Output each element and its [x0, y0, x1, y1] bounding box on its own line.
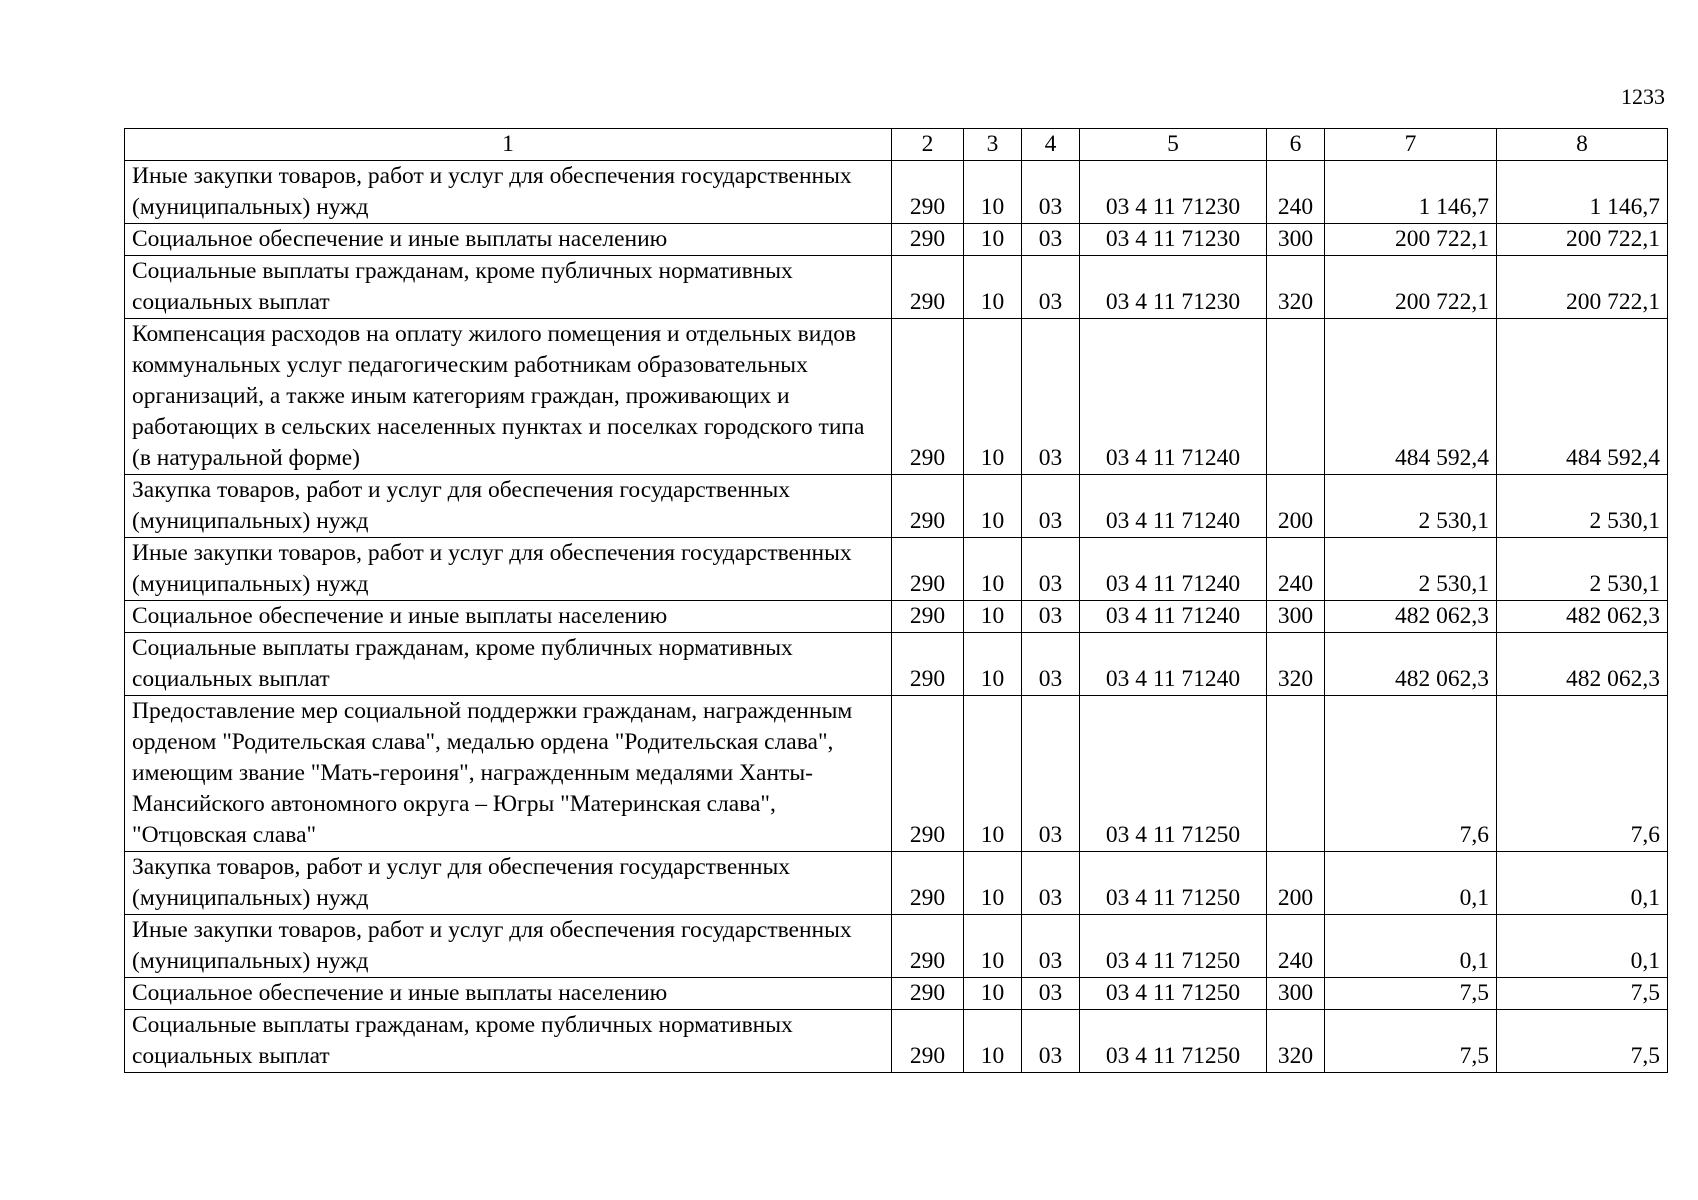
header-cell: 8 [1497, 129, 1668, 161]
row-subsection-code: 03 [1022, 915, 1080, 978]
table-row [125, 915, 1668, 978]
table-row [125, 538, 1668, 601]
row-amount-col7: 482 062,3 [1325, 601, 1497, 633]
row-target-article: 03 4 11 71250 [1080, 696, 1267, 852]
row-ministry-code: 290 [892, 224, 964, 256]
row-target-article: 03 4 11 71230 [1080, 256, 1267, 319]
header-row [125, 129, 1668, 161]
table-row [125, 601, 1668, 633]
table-row [125, 224, 1668, 256]
row-amount-col8: 484 592,4 [1497, 319, 1668, 475]
row-amount-col7: 0,1 [1325, 852, 1497, 915]
row-subsection-code: 03 [1022, 475, 1080, 538]
row-ministry-code: 290 [892, 915, 964, 978]
row-ministry-code: 290 [892, 319, 964, 475]
row-subsection-code: 03 [1022, 319, 1080, 475]
row-section-code: 10 [964, 161, 1022, 224]
row-ministry-code: 290 [892, 852, 964, 915]
row-ministry-code: 290 [892, 256, 964, 319]
row-target-article: 03 4 11 71230 [1080, 161, 1267, 224]
row-target-article: 03 4 11 71250 [1080, 978, 1267, 1010]
row-description: Социальные выплаты гражданам, кроме публичных нормативных социальных выплат [125, 633, 892, 696]
row-expense-type: 320 [1267, 633, 1325, 696]
table-row [125, 161, 1668, 224]
row-expense-type: 240 [1267, 915, 1325, 978]
row-subsection-code: 03 [1022, 633, 1080, 696]
row-section-code: 10 [964, 696, 1022, 852]
row-subsection-code: 03 [1022, 161, 1080, 224]
row-ministry-code: 290 [892, 161, 964, 224]
row-amount-col8: 482 062,3 [1497, 633, 1668, 696]
row-amount-col8: 0,1 [1497, 915, 1668, 978]
row-ministry-code: 290 [892, 696, 964, 852]
row-target-article: 03 4 11 71250 [1080, 915, 1267, 978]
row-target-article: 03 4 11 71250 [1080, 1010, 1267, 1073]
row-description: Иные закупки товаров, работ и услуг для обеспечения государственных (муниципальных) нужд [125, 538, 892, 601]
header-cell: 5 [1080, 129, 1267, 161]
row-expense-type: 200 [1267, 475, 1325, 538]
row-ministry-code: 290 [892, 1010, 964, 1073]
row-subsection-code: 03 [1022, 538, 1080, 601]
row-description: Предоставление мер социальной поддержки гражданам, награжденным орденом "Родительская слава", медалью ордена "Родительская слава", имеющим звание "Мать-героиня", награжденным медалями Ханты-Мансийского автономного округа – Югры "Материнская слава", "Отцовская слава" [125, 696, 892, 852]
row-amount-col8: 2 530,1 [1497, 538, 1668, 601]
row-section-code: 10 [964, 256, 1022, 319]
table-row [125, 319, 1668, 475]
row-ministry-code: 290 [892, 633, 964, 696]
row-expense-type: 300 [1267, 601, 1325, 633]
row-description: Социальное обеспечение и иные выплаты населению [125, 224, 892, 256]
row-amount-col7: 200 722,1 [1325, 256, 1497, 319]
row-amount-col8: 482 062,3 [1497, 601, 1668, 633]
row-section-code: 10 [964, 538, 1022, 601]
row-description: Иные закупки товаров, работ и услуг для обеспечения государственных (муниципальных) нужд [125, 161, 892, 224]
row-ministry-code: 290 [892, 538, 964, 601]
row-expense-type: 320 [1267, 256, 1325, 319]
row-expense-type: 200 [1267, 852, 1325, 915]
row-amount-col7: 7,5 [1325, 1010, 1497, 1073]
row-description: Компенсация расходов на оплату жилого помещения и отдельных видов коммунальных услуг педагогическим работникам образовательных организаций, а также иным категориям граждан, проживающих и работающих в сельских населенных пунктах и поселках городского типа (в натуральной форме) [125, 319, 892, 475]
row-section-code: 10 [964, 915, 1022, 978]
row-amount-col8: 200 722,1 [1497, 224, 1668, 256]
row-amount-col8: 200 722,1 [1497, 256, 1668, 319]
row-description: Социальные выплаты гражданам, кроме публичных нормативных социальных выплат [125, 256, 892, 319]
row-amount-col8: 0,1 [1497, 852, 1668, 915]
row-description: Социальное обеспечение и иные выплаты населению [125, 601, 892, 633]
row-subsection-code: 03 [1022, 256, 1080, 319]
page-number: 1233 [1621, 84, 1665, 109]
row-expense-type: 320 [1267, 1010, 1325, 1073]
row-ministry-code: 290 [892, 475, 964, 538]
row-amount-col8: 1 146,7 [1497, 161, 1668, 224]
row-target-article: 03 4 11 71250 [1080, 852, 1267, 915]
table-row [125, 696, 1668, 852]
budget-table [124, 128, 1668, 1073]
row-amount-col7: 1 146,7 [1325, 161, 1497, 224]
row-target-article: 03 4 11 71240 [1080, 538, 1267, 601]
row-description: Социальные выплаты гражданам, кроме публичных нормативных социальных выплат [125, 1010, 892, 1073]
row-section-code: 10 [964, 978, 1022, 1010]
row-expense-type: 240 [1267, 161, 1325, 224]
row-target-article: 03 4 11 71240 [1080, 601, 1267, 633]
row-subsection-code: 03 [1022, 224, 1080, 256]
row-section-code: 10 [964, 601, 1022, 633]
table-row [125, 475, 1668, 538]
row-target-article: 03 4 11 71240 [1080, 475, 1267, 538]
row-subsection-code: 03 [1022, 696, 1080, 852]
row-section-code: 10 [964, 319, 1022, 475]
row-subsection-code: 03 [1022, 852, 1080, 915]
row-amount-col7: 0,1 [1325, 915, 1497, 978]
header-cell: 1 [125, 129, 892, 161]
row-section-code: 10 [964, 475, 1022, 538]
row-subsection-code: 03 [1022, 601, 1080, 633]
row-amount-col7: 2 530,1 [1325, 538, 1497, 601]
row-expense-type: 300 [1267, 224, 1325, 256]
row-ministry-code: 290 [892, 601, 964, 633]
header-cell: 3 [964, 129, 1022, 161]
table-row [125, 633, 1668, 696]
row-amount-col8: 7,5 [1497, 1010, 1668, 1073]
row-amount-col8: 7,6 [1497, 696, 1668, 852]
row-ministry-code: 290 [892, 978, 964, 1010]
row-amount-col7: 7,6 [1325, 696, 1497, 852]
row-description: Закупка товаров, работ и услуг для обеспечения государственных (муниципальных) нужд [125, 475, 892, 538]
row-subsection-code: 03 [1022, 1010, 1080, 1073]
row-amount-col7: 482 062,3 [1325, 633, 1497, 696]
row-target-article: 03 4 11 71230 [1080, 224, 1267, 256]
header-cell: 2 [892, 129, 964, 161]
row-section-code: 10 [964, 1010, 1022, 1073]
row-amount-col7: 484 592,4 [1325, 319, 1497, 475]
row-expense-type: 300 [1267, 978, 1325, 1010]
row-subsection-code: 03 [1022, 978, 1080, 1010]
table-row [125, 256, 1668, 319]
table-row [125, 852, 1668, 915]
table-row [125, 978, 1668, 1010]
row-expense-type: 240 [1267, 538, 1325, 601]
row-target-article: 03 4 11 71240 [1080, 319, 1267, 475]
row-description: Иные закупки товаров, работ и услуг для обеспечения государственных (муниципальных) нужд [125, 915, 892, 978]
row-section-code: 10 [964, 224, 1022, 256]
row-section-code: 10 [964, 633, 1022, 696]
header-cell: 7 [1325, 129, 1497, 161]
row-description: Социальное обеспечение и иные выплаты населению [125, 978, 892, 1010]
header-cell: 4 [1022, 129, 1080, 161]
row-expense-type [1267, 319, 1325, 475]
row-description: Закупка товаров, работ и услуг для обеспечения государственных (муниципальных) нужд [125, 852, 892, 915]
row-amount-col8: 2 530,1 [1497, 475, 1668, 538]
row-amount-col7: 200 722,1 [1325, 224, 1497, 256]
row-target-article: 03 4 11 71240 [1080, 633, 1267, 696]
row-amount-col8: 7,5 [1497, 978, 1668, 1010]
row-expense-type [1267, 696, 1325, 852]
row-amount-col7: 2 530,1 [1325, 475, 1497, 538]
table-row [125, 1010, 1668, 1073]
header-cell: 6 [1267, 129, 1325, 161]
row-section-code: 10 [964, 852, 1022, 915]
row-amount-col7: 7,5 [1325, 978, 1497, 1010]
